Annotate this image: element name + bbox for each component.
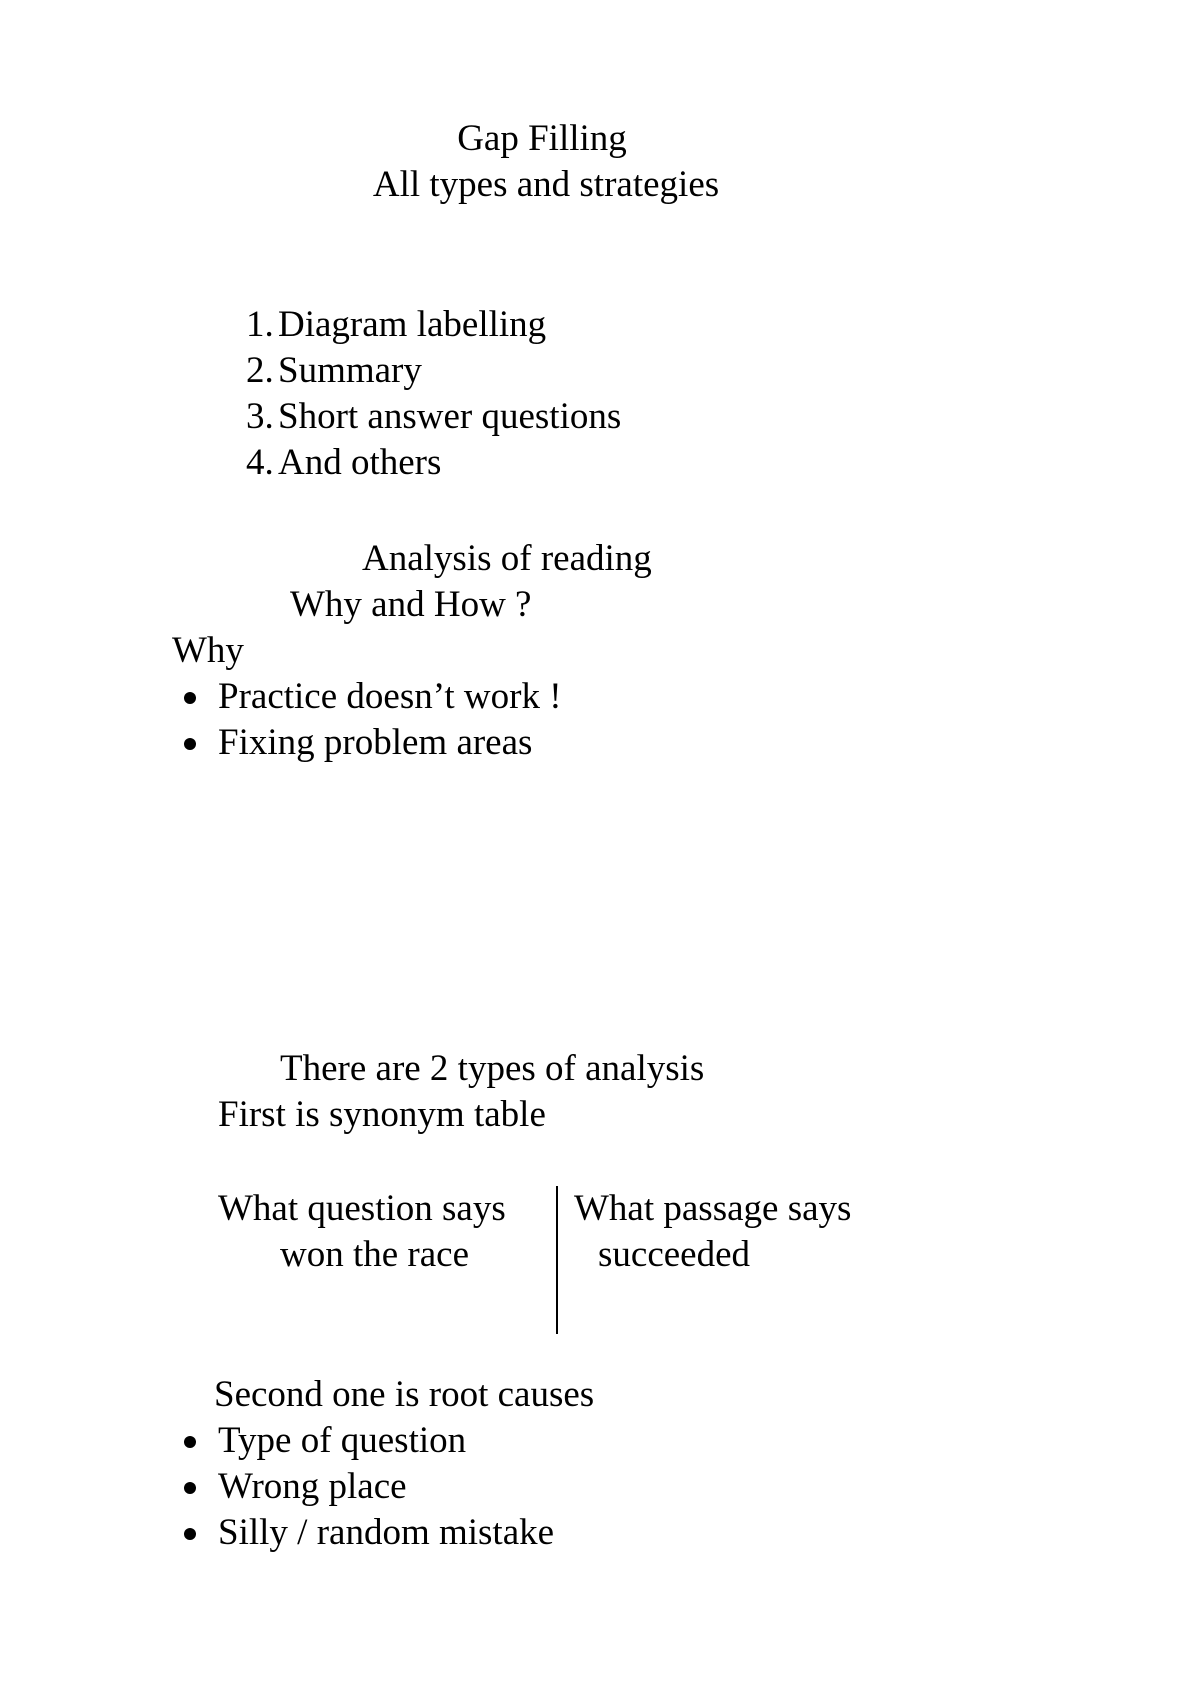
list-label: And others bbox=[278, 442, 442, 483]
list-item: Wrong place bbox=[218, 1466, 407, 1507]
synonym-table-intro: First is synonym table bbox=[218, 1094, 546, 1135]
table-divider bbox=[556, 1186, 558, 1334]
synonym-table-left-value: won the race bbox=[280, 1234, 470, 1275]
bullet-icon bbox=[184, 1482, 196, 1494]
list-number: 3. bbox=[246, 396, 274, 437]
synonym-table-right-value: succeeded bbox=[598, 1234, 751, 1275]
list-item: Type of question bbox=[218, 1420, 467, 1461]
list-label: Summary bbox=[278, 350, 422, 391]
synonym-table-right-header: What passage says bbox=[574, 1188, 852, 1229]
list-item: Fixing problem areas bbox=[218, 722, 533, 763]
page-subtitle: All types and strategies bbox=[372, 164, 720, 205]
list-item bbox=[246, 348, 422, 394]
root-causes-heading: Second one is root causes bbox=[214, 1374, 595, 1415]
list-item: Silly / random mistake bbox=[218, 1512, 555, 1553]
list-label: Diagram labelling bbox=[278, 304, 547, 345]
list-item bbox=[246, 440, 441, 486]
page-title: Gap Filling bbox=[457, 118, 627, 159]
analysis-subheading: Why and How ? bbox=[290, 584, 532, 625]
list-label: Short answer questions bbox=[278, 396, 622, 437]
bullet-icon bbox=[184, 1436, 196, 1448]
list-number: 4. bbox=[246, 442, 274, 483]
why-label: Why bbox=[172, 630, 244, 671]
list-item: Practice doesn’t work ! bbox=[218, 676, 562, 717]
list-number: 2. bbox=[246, 350, 274, 391]
list-number: 1. bbox=[246, 304, 274, 345]
bullet-icon bbox=[184, 738, 196, 750]
list-item bbox=[246, 302, 546, 348]
bullet-icon bbox=[184, 1528, 196, 1540]
analysis-types-intro: There are 2 types of analysis bbox=[280, 1048, 705, 1089]
list-item bbox=[246, 394, 621, 440]
synonym-table-left-header: What question says bbox=[218, 1188, 506, 1229]
analysis-heading: Analysis of reading bbox=[362, 538, 652, 579]
bullet-icon bbox=[184, 692, 196, 704]
